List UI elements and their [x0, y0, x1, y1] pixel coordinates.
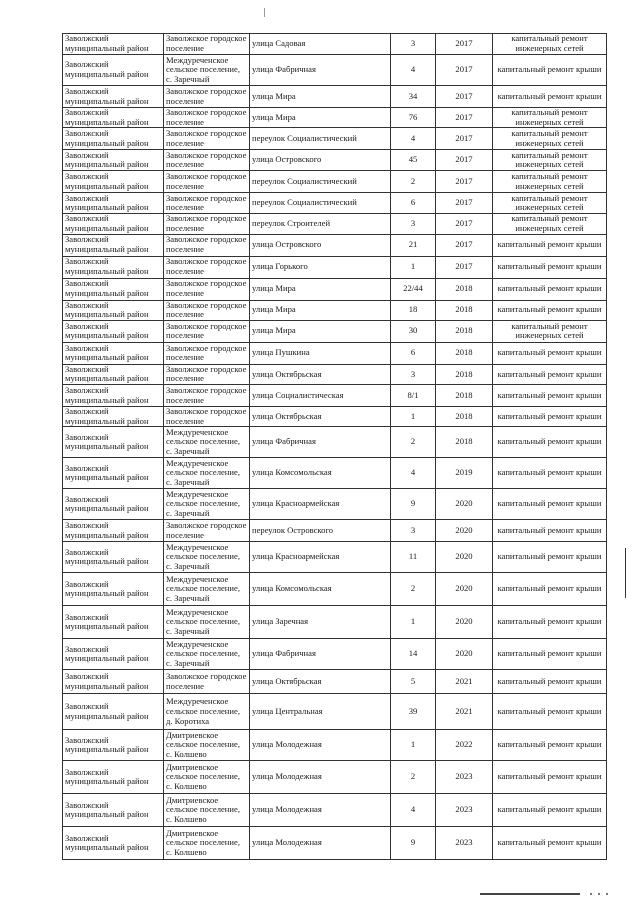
year-cell: 2017 — [436, 150, 493, 171]
street-cell: улица Октябрьская — [250, 364, 391, 384]
table-row — [63, 761, 607, 794]
table-row — [63, 730, 607, 761]
table-row — [63, 458, 607, 489]
street-cell: улица Центральная — [250, 694, 391, 730]
scan-artifact-dot — [606, 893, 608, 895]
district-cell: Заволжский муниципальный район — [63, 364, 164, 384]
street-cell: улица Мира — [250, 300, 391, 320]
settlement-cell: Заволжское городское поселение — [164, 193, 250, 214]
year-cell: 2017 — [436, 108, 493, 128]
table-row — [63, 694, 607, 730]
table-row — [63, 794, 607, 827]
year-cell: 2021 — [436, 694, 493, 730]
table-row — [63, 639, 607, 670]
house-number-cell: 4 — [391, 458, 436, 489]
register-table-body — [63, 34, 607, 860]
work-type-cell: капитальный ремонт инженерных сетей — [493, 171, 607, 193]
house-number-cell: 34 — [391, 86, 436, 108]
house-number-cell: 4 — [391, 794, 436, 827]
year-cell: 2017 — [436, 34, 493, 55]
street-cell: улица Октябрьская — [250, 407, 391, 427]
district-cell: Заволжский муниципальный район — [63, 407, 164, 427]
house-number-cell: 2 — [391, 171, 436, 193]
street-cell: улица Мира — [250, 108, 391, 128]
house-number-cell: 3 — [391, 214, 436, 234]
street-cell: улица Молодежная — [250, 730, 391, 761]
district-cell: Заволжский муниципальный район — [63, 694, 164, 730]
table-row — [63, 427, 607, 458]
work-type-cell: капитальный ремонт инженерных сетей — [493, 320, 607, 342]
district-cell: Заволжский муниципальный район — [63, 234, 164, 256]
street-cell: улица Красноармейская — [250, 489, 391, 520]
table-row — [63, 193, 607, 214]
work-type-cell: капитальный ремонт крыши — [493, 761, 607, 794]
table-row — [63, 278, 607, 300]
street-cell: улица Фабричная — [250, 55, 391, 86]
work-type-cell: капитальный ремонт крыши — [493, 86, 607, 108]
district-cell: Заволжский муниципальный район — [63, 34, 164, 55]
house-number-cell: 21 — [391, 234, 436, 256]
year-cell: 2018 — [436, 364, 493, 384]
house-number-cell: 30 — [391, 320, 436, 342]
street-cell: улица Мира — [250, 278, 391, 300]
work-type-cell: капитальный ремонт крыши — [493, 55, 607, 86]
house-number-cell: 2 — [391, 427, 436, 458]
street-cell: переулок Островского — [250, 520, 391, 542]
district-cell: Заволжский муниципальный район — [63, 761, 164, 794]
table-row — [63, 234, 607, 256]
house-number-cell: 3 — [391, 520, 436, 542]
year-cell: 2020 — [436, 606, 493, 639]
house-number-cell: 1 — [391, 256, 436, 278]
settlement-cell: Заволжское городское поселение — [164, 150, 250, 171]
work-type-cell: капитальный ремонт крыши — [493, 730, 607, 761]
district-cell: Заволжский муниципальный район — [63, 128, 164, 150]
table-row — [63, 542, 607, 573]
district-cell: Заволжский муниципальный район — [63, 385, 164, 407]
house-number-cell: 18 — [391, 300, 436, 320]
settlement-cell: Заволжское городское поселение — [164, 385, 250, 407]
settlement-cell: Заволжское городское поселение — [164, 214, 250, 234]
district-cell: Заволжский муниципальный район — [63, 108, 164, 128]
house-number-cell: 22/44 — [391, 278, 436, 300]
work-type-cell: капитальный ремонт инженерных сетей — [493, 150, 607, 171]
year-cell: 2023 — [436, 761, 493, 794]
street-cell: переулок Социалистический — [250, 171, 391, 193]
work-type-cell: капитальный ремонт крыши — [493, 234, 607, 256]
house-number-cell: 6 — [391, 342, 436, 364]
house-number-cell: 1 — [391, 606, 436, 639]
street-cell: улица Молодежная — [250, 761, 391, 794]
street-cell: улица Октябрьская — [250, 670, 391, 694]
district-cell: Заволжский муниципальный район — [63, 320, 164, 342]
settlement-cell: Заволжское городское поселение — [164, 364, 250, 384]
district-cell: Заволжский муниципальный район — [63, 214, 164, 234]
table-row — [63, 128, 607, 150]
work-type-cell: капитальный ремонт крыши — [493, 256, 607, 278]
work-type-cell: капитальный ремонт крыши — [493, 458, 607, 489]
work-type-cell: капитальный ремонт крыши — [493, 606, 607, 639]
district-cell: Заволжский муниципальный район — [63, 171, 164, 193]
house-number-cell: 3 — [391, 364, 436, 384]
street-cell: улица Социалистическая — [250, 385, 391, 407]
street-cell: улица Комсомольская — [250, 458, 391, 489]
work-type-cell: капитальный ремонт инженерных сетей — [493, 128, 607, 150]
settlement-cell: Междуреченское сельское поселение, с. Заречный — [164, 639, 250, 670]
scan-artifact-dot — [598, 893, 600, 895]
street-cell: переулок Строителей — [250, 214, 391, 234]
table-row — [63, 407, 607, 427]
settlement-cell: Заволжское городское поселение — [164, 520, 250, 542]
street-cell: переулок Социалистический — [250, 193, 391, 214]
work-type-cell: капитальный ремонт крыши — [493, 794, 607, 827]
settlement-cell: Междуреченское сельское поселение, д. Коротиха — [164, 694, 250, 730]
year-cell: 2017 — [436, 234, 493, 256]
work-type-cell: капитальный ремонт крыши — [493, 520, 607, 542]
table-row — [63, 385, 607, 407]
work-type-cell: капитальный ремонт крыши — [493, 573, 607, 606]
street-cell: улица Фабричная — [250, 639, 391, 670]
house-number-cell: 2 — [391, 573, 436, 606]
street-cell: улица Красноармейская — [250, 542, 391, 573]
year-cell: 2020 — [436, 573, 493, 606]
year-cell: 2018 — [436, 385, 493, 407]
scan-artifact-dot — [590, 893, 592, 895]
year-cell: 2020 — [436, 542, 493, 573]
capital-repair-register-table — [62, 33, 607, 860]
work-type-cell: капитальный ремонт крыши — [493, 342, 607, 364]
district-cell: Заволжский муниципальный район — [63, 300, 164, 320]
house-number-cell: 8/1 — [391, 385, 436, 407]
table-row — [63, 34, 607, 55]
table-row — [63, 150, 607, 171]
settlement-cell: Дмитриевское сельское поселение, с. Колшево — [164, 827, 250, 860]
work-type-cell: капитальный ремонт крыши — [493, 694, 607, 730]
year-cell: 2021 — [436, 670, 493, 694]
year-cell: 2023 — [436, 827, 493, 860]
year-cell: 2017 — [436, 214, 493, 234]
table-row — [63, 171, 607, 193]
house-number-cell: 9 — [391, 827, 436, 860]
settlement-cell: Междуреченское сельское поселение, с. Заречный — [164, 55, 250, 86]
district-cell: Заволжский муниципальный район — [63, 606, 164, 639]
settlement-cell: Заволжское городское поселение — [164, 670, 250, 694]
table-row — [63, 300, 607, 320]
settlement-cell: Заволжское городское поселение — [164, 128, 250, 150]
house-number-cell: 4 — [391, 128, 436, 150]
work-type-cell: капитальный ремонт крыши — [493, 364, 607, 384]
work-type-cell: капитальный ремонт крыши — [493, 427, 607, 458]
settlement-cell: Междуреченское сельское поселение, с. Заречный — [164, 458, 250, 489]
settlement-cell: Междуреченское сельское поселение, с. Заречный — [164, 542, 250, 573]
work-type-cell: капитальный ремонт крыши — [493, 407, 607, 427]
table-row — [63, 573, 607, 606]
street-cell: улица Фабричная — [250, 427, 391, 458]
house-number-cell: 45 — [391, 150, 436, 171]
year-cell: 2018 — [436, 427, 493, 458]
table-row — [63, 520, 607, 542]
settlement-cell: Заволжское городское поселение — [164, 407, 250, 427]
margin-scan-line — [625, 548, 626, 598]
year-cell: 2017 — [436, 128, 493, 150]
work-type-cell: капитальный ремонт крыши — [493, 385, 607, 407]
table-row — [63, 670, 607, 694]
house-number-cell: 76 — [391, 108, 436, 128]
district-cell: Заволжский муниципальный район — [63, 573, 164, 606]
street-cell: улица Молодежная — [250, 794, 391, 827]
house-number-cell: 14 — [391, 639, 436, 670]
district-cell: Заволжский муниципальный район — [63, 489, 164, 520]
house-number-cell: 6 — [391, 193, 436, 214]
district-cell: Заволжский муниципальный район — [63, 827, 164, 860]
street-cell: улица Садовая — [250, 34, 391, 55]
work-type-cell: капитальный ремонт крыши — [493, 639, 607, 670]
settlement-cell: Заволжское городское поселение — [164, 171, 250, 193]
district-cell: Заволжский муниципальный район — [63, 150, 164, 171]
district-cell: Заволжский муниципальный район — [63, 730, 164, 761]
district-cell: Заволжский муниципальный район — [63, 542, 164, 573]
work-type-cell: капитальный ремонт крыши — [493, 489, 607, 520]
table-row — [63, 342, 607, 364]
year-cell: 2017 — [436, 55, 493, 86]
settlement-cell: Дмитриевское сельское поселение, с. Колшево — [164, 761, 250, 794]
work-type-cell: капитальный ремонт крыши — [493, 300, 607, 320]
table-row — [63, 606, 607, 639]
year-cell: 2018 — [436, 407, 493, 427]
scan-artifact-streak — [480, 893, 580, 895]
house-number-cell: 5 — [391, 670, 436, 694]
settlement-cell: Заволжское городское поселение — [164, 278, 250, 300]
district-cell: Заволжский муниципальный район — [63, 86, 164, 108]
work-type-cell: капитальный ремонт крыши — [493, 278, 607, 300]
work-type-cell: капитальный ремонт крыши — [493, 542, 607, 573]
district-cell: Заволжский муниципальный район — [63, 427, 164, 458]
settlement-cell: Междуреченское сельское поселение, с. Заречный — [164, 489, 250, 520]
year-cell: 2018 — [436, 278, 493, 300]
house-number-cell: 39 — [391, 694, 436, 730]
settlement-cell: Заволжское городское поселение — [164, 86, 250, 108]
settlement-cell: Заволжское городское поселение — [164, 300, 250, 320]
district-cell: Заволжский муниципальный район — [63, 670, 164, 694]
settlement-cell: Заволжское городское поселение — [164, 320, 250, 342]
table-row — [63, 320, 607, 342]
street-cell: переулок Социалистический — [250, 128, 391, 150]
settlement-cell: Заволжское городское поселение — [164, 34, 250, 55]
house-number-cell: 1 — [391, 407, 436, 427]
district-cell: Заволжский муниципальный район — [63, 256, 164, 278]
year-cell: 2020 — [436, 520, 493, 542]
street-cell: улица Островского — [250, 234, 391, 256]
district-cell: Заволжский муниципальный район — [63, 278, 164, 300]
settlement-cell: Дмитриевское сельское поселение, с. Колшево — [164, 794, 250, 827]
street-cell: улица Молодежная — [250, 827, 391, 860]
settlement-cell: Заволжское городское поселение — [164, 342, 250, 364]
district-cell: Заволжский муниципальный район — [63, 342, 164, 364]
settlement-cell: Заволжское городское поселение — [164, 108, 250, 128]
street-cell: улица Комсомольская — [250, 573, 391, 606]
district-cell: Заволжский муниципальный район — [63, 639, 164, 670]
year-cell: 2020 — [436, 489, 493, 520]
year-cell: 2018 — [436, 300, 493, 320]
house-number-cell: 1 — [391, 730, 436, 761]
district-cell: Заволжский муниципальный район — [63, 794, 164, 827]
work-type-cell: капитальный ремонт инженерных сетей — [493, 193, 607, 214]
table-row — [63, 86, 607, 108]
work-type-cell: капитальный ремонт инженерных сетей — [493, 108, 607, 128]
year-cell: 2020 — [436, 639, 493, 670]
year-cell: 2017 — [436, 193, 493, 214]
work-type-cell: капитальный ремонт крыши — [493, 827, 607, 860]
year-cell: 2018 — [436, 320, 493, 342]
street-cell: улица Мира — [250, 86, 391, 108]
district-cell: Заволжский муниципальный район — [63, 55, 164, 86]
street-cell: улица Пушкина — [250, 342, 391, 364]
district-cell: Заволжский муниципальный район — [63, 193, 164, 214]
table-row — [63, 256, 607, 278]
settlement-cell: Дмитриевское сельское поселение, с. Колшево — [164, 730, 250, 761]
house-number-cell: 4 — [391, 55, 436, 86]
settlement-cell: Заволжское городское поселение — [164, 256, 250, 278]
table-row — [63, 55, 607, 86]
year-cell: 2022 — [436, 730, 493, 761]
year-cell: 2017 — [436, 171, 493, 193]
house-number-cell: 3 — [391, 34, 436, 55]
year-cell: 2018 — [436, 342, 493, 364]
settlement-cell: Междуреченское сельское поселение, с. Заречный — [164, 606, 250, 639]
scan-artifact-mark — [264, 8, 265, 17]
table-row — [63, 827, 607, 860]
year-cell: 2017 — [436, 86, 493, 108]
settlement-cell: Междуреченское сельское поселение, с. Заречный — [164, 427, 250, 458]
district-cell: Заволжский муниципальный район — [63, 520, 164, 542]
street-cell: улица Островского — [250, 150, 391, 171]
settlement-cell: Междуреченское сельское поселение, с. Заречный — [164, 573, 250, 606]
house-number-cell: 11 — [391, 542, 436, 573]
street-cell: улица Заречная — [250, 606, 391, 639]
table-row — [63, 214, 607, 234]
work-type-cell: капитальный ремонт инженерных сетей — [493, 214, 607, 234]
house-number-cell: 9 — [391, 489, 436, 520]
year-cell: 2017 — [436, 256, 493, 278]
settlement-cell: Заволжское городское поселение — [164, 234, 250, 256]
work-type-cell: капитальный ремонт крыши — [493, 670, 607, 694]
table-row — [63, 108, 607, 128]
street-cell: улица Горького — [250, 256, 391, 278]
work-type-cell: капитальный ремонт инженерных сетей — [493, 34, 607, 55]
year-cell: 2019 — [436, 458, 493, 489]
street-cell: улица Мира — [250, 320, 391, 342]
year-cell: 2023 — [436, 794, 493, 827]
house-number-cell: 2 — [391, 761, 436, 794]
district-cell: Заволжский муниципальный район — [63, 458, 164, 489]
table-row — [63, 489, 607, 520]
table-row — [63, 364, 607, 384]
